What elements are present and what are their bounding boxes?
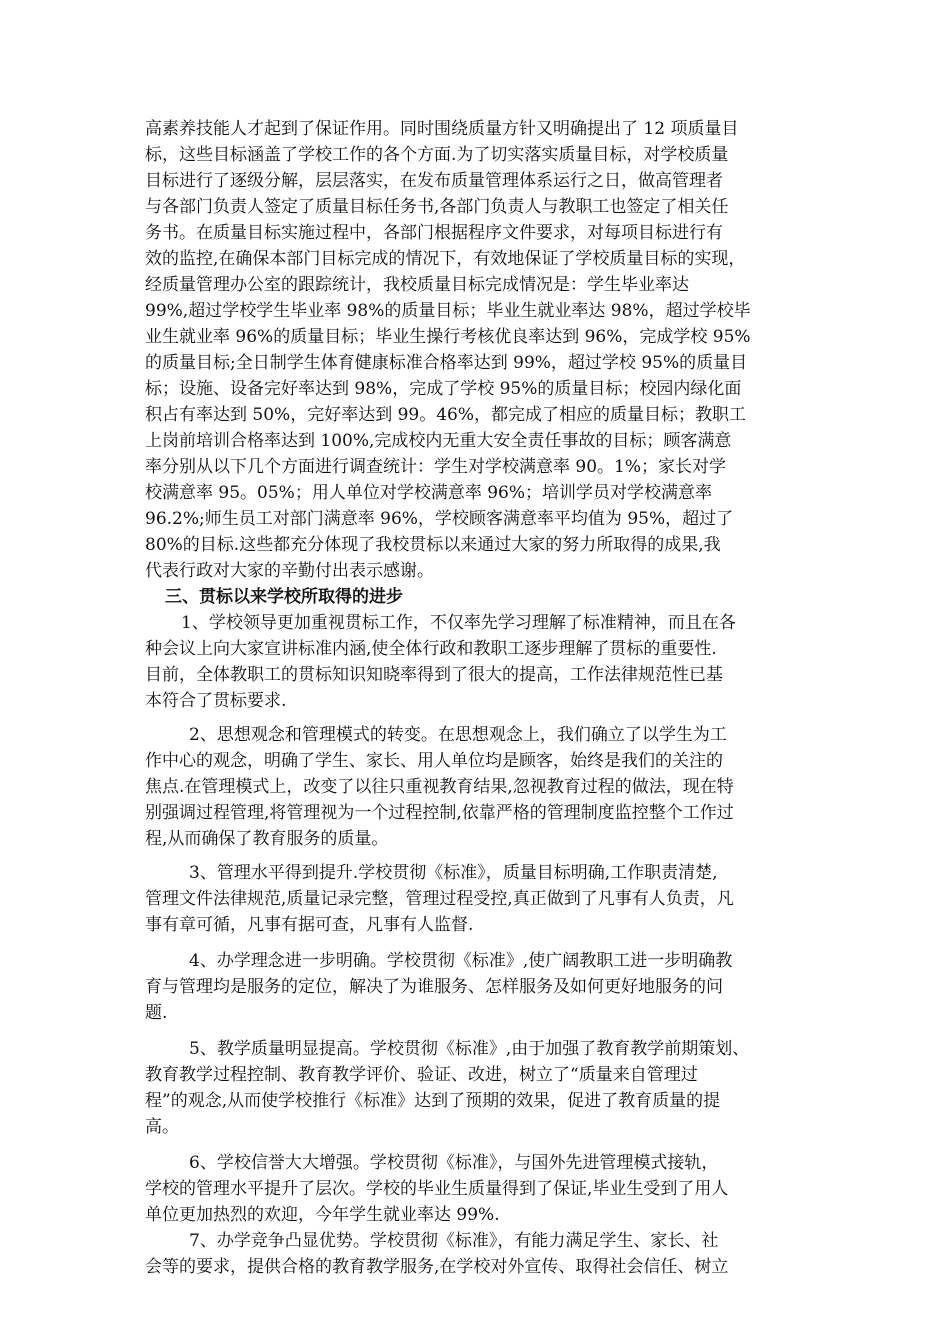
text-line: 4、办学理念进一步明确。学校贯彻《标准》,使广阔教职工进一步明确教: [189, 951, 733, 971]
text-line: 经质量管理办公室的跟踪统计，我校质量目标完成情况是：学生毕业率达: [145, 275, 689, 295]
text-line: 教育教学过程控制、教育教学评价、验证、改进，树立了“质量来自管理过: [145, 1065, 698, 1085]
text-line: 本符合了贯标要求.: [145, 691, 287, 711]
text-line: 99%,超过学校学生毕业率 98%的质量目标；毕业生就业率达 98%，超过学校毕: [145, 301, 751, 321]
text-line: 5、教学质量明显提高。学校贯彻《标准》,由于加强了教育教学前期策划、: [189, 1039, 750, 1059]
text-line: 标，这些目标涵盖了学校工作的各个方面.为了切实落实质量目标，对学校质量: [145, 145, 729, 165]
paragraph: [145, 1228, 825, 1280]
text-line: 2、思想观念和管理模式的转变。在思想观念上，我们确立了以学生为工: [189, 725, 727, 745]
text-line: 6、学校信誉大大增强。学校贯彻《标准》，与国外先进管理模式接轨，: [189, 1153, 719, 1173]
text-line: 的质量目标;全日制学生体育健康标准合格率达到 99%，超过学校 95%的质量目: [145, 353, 748, 373]
paragraph: [145, 948, 825, 1026]
text-line: 积占有率达到 50%，完好率达到 99。46%，都完成了相应的质量目标；教职工: [145, 405, 747, 425]
text-line: 高。: [145, 1117, 179, 1137]
text-line: 1、学校领导更加重视贯标工作，不仅率先学习理解了标准精神，而且在各: [181, 613, 736, 633]
text-line: 代表行政对大家的辛勤付出表示感谢。: [145, 561, 434, 581]
section-heading: [145, 584, 825, 610]
paragraph: [145, 610, 825, 714]
document-body: [145, 116, 825, 1280]
text-line: 单位更加热烈的欢迎，今年学生就业率达 99%.: [145, 1205, 500, 1225]
text-line: 目前，全体教职工的贯标知识知晓率得到了很大的提高，工作法律规范性已基: [145, 665, 723, 685]
text-line: 育与管理均是服务的定位，解决了为谁服务、怎样服务及如何更好地服务的问: [145, 977, 723, 997]
paragraph: [145, 1150, 825, 1228]
text-line: 务书。在质量目标实施过程中，各部门根据程序文件要求，对每项目标进行有: [145, 223, 723, 243]
text-line: 事有章可循，凡事有据可查，凡事有人监督.: [145, 915, 474, 935]
heading-text: 三、贯标以来学校所取得的进步: [165, 587, 403, 607]
text-line: 校满意率 95。05%；用人单位对学校满意率 96%；培训学员对学校满意率: [145, 483, 713, 503]
text-line: 标；设施、设备完好率达到 98%，完成了学校 95%的质量目标；校园内绿化面: [145, 379, 742, 399]
text-line: 效的监控,在确保本部门目标完成的情况下，有效地保证了学校质量目标的实现，: [145, 249, 746, 269]
text-line: 焦点.在管理模式上，改变了以往只重视教育结果,忽视教育过程的做法，现在特: [145, 777, 734, 797]
paragraph: [145, 116, 825, 584]
paragraph: [145, 860, 825, 938]
text-line: 7、办学竞争凸显优势。学校贯彻《标准》，有能力满足学生、家长、社: [189, 1231, 719, 1251]
text-line: 上岗前培训合格率达到 100%,完成校内无重大安全责任事故的目标；顾客满意: [145, 431, 732, 451]
text-line: 程”的观念,从而使学校推行《标准》达到了预期的效果，促进了教育质量的提: [145, 1091, 721, 1111]
text-line: 管理文件法律规范,质量记录完整，管理过程受控,真正做到了凡事有人负责，凡: [145, 889, 734, 909]
text-line: 业生就业率 96%的质量目标；毕业生操行考核优良率达到 96%，完成学校 95%: [145, 327, 751, 347]
text-line: 学校的管理水平提升了层次。学校的毕业生质量得到了保证,毕业生受到了用人: [145, 1179, 729, 1199]
text-line: 与各部门负责人签定了质量目标任务书,各部门负责人与教职工也签定了相关任: [145, 197, 729, 217]
text-line: 目标进行了逐级分解，层层落实，在发布质量管理体系运行之日，做高管理者: [145, 171, 723, 191]
text-line: 会等的要求，提供合格的教育教学服务,在学校对外宣传、取得社会信任、树立: [145, 1257, 729, 1277]
text-line: 80%的目标.这些都充分体现了我校贯标以来通过大家的努力所取得的成果,我: [145, 535, 721, 555]
text-line: 种会议上向大家宣讲标准内涵,使全体行政和教职工逐步理解了贯标的重要性.: [145, 639, 717, 659]
text-line: 3、管理水平得到提升.学校贯彻《标准》，质量目标明确,工作职责清楚,: [189, 863, 718, 883]
text-line: 程,从而确保了教育服务的质量。: [145, 829, 389, 849]
text-line: 高素养技能人才起到了保证作用。同时围绕质量方针又明确提出了 12 项质量目: [145, 119, 739, 139]
paragraph: [145, 722, 825, 852]
text-line: 96.2%;师生员工对部门满意率 96%，学校顾客满意率平均值为 95%，超过了: [145, 509, 734, 529]
text-line: 作中心的观念，明确了学生、家长、用人单位均是顾客，始终是我们的关注的: [145, 751, 723, 771]
text-line: 别强调过程管理,将管理视为一个过程控制,依靠严格的管理制度监控整个工作过: [145, 803, 734, 823]
paragraph: [145, 1036, 825, 1140]
text-line: 题.: [145, 1003, 168, 1023]
text-line: 率分别从以下几个方面进行调查统计：学生对学校满意率 90。1%；家长对学: [145, 457, 727, 477]
